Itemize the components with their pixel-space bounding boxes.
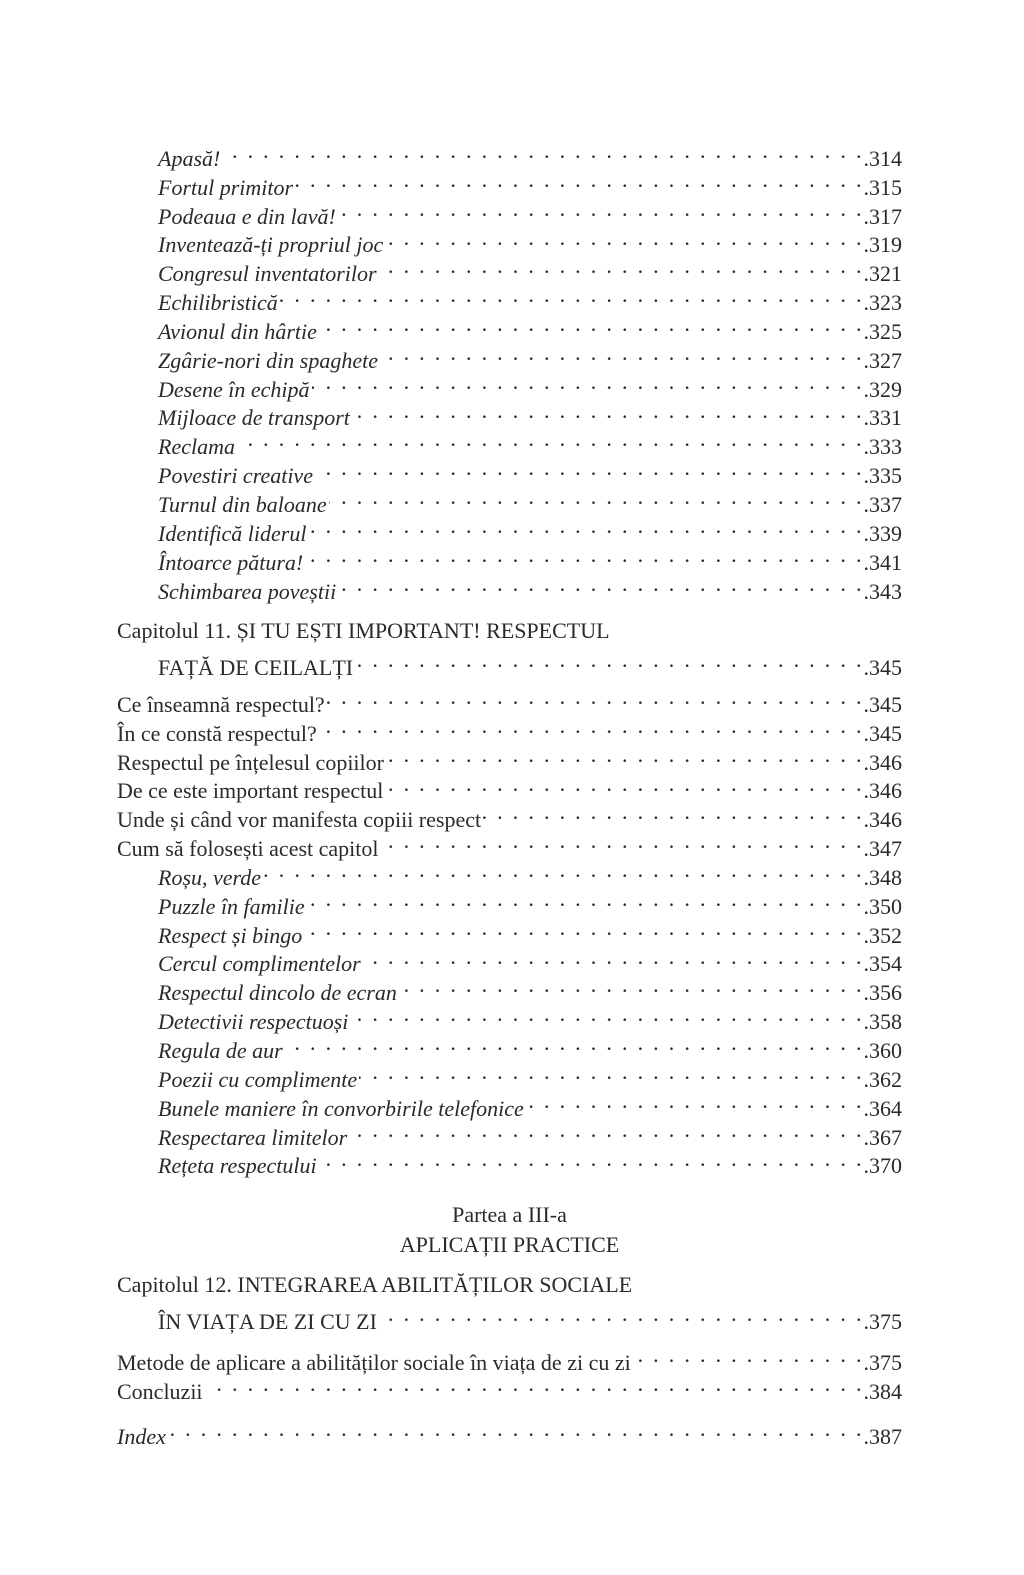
dot-leader [350,1000,861,1029]
entry-title: Congresul inventatorilor [158,261,377,287]
toc-entry[interactable] [117,137,902,171]
page-number: .367 [863,1124,902,1150]
page-number: .327 [863,347,902,373]
page-number: .319 [863,232,902,258]
page-number: .352 [863,922,902,948]
entry-title: Zgârie-nori din spaghete [158,347,378,373]
dot-leader [338,195,862,224]
page-number: .321 [863,261,902,287]
toc-chapter-12-entries [117,1341,902,1404]
page-number: .345 [863,691,902,717]
entry-title: Cercul complimentelor [158,951,361,977]
entry-title: Întoarce pătura! [158,549,304,575]
dot-leader [315,454,862,483]
page-number: .331 [863,405,902,431]
page-number: .345 [863,654,902,680]
entry-title: Povestiri creative [158,463,313,489]
toc-entry[interactable] [117,1370,902,1404]
page-number: .333 [863,434,902,460]
dot-leader [380,339,862,368]
dot-leader [285,1029,862,1058]
dot-leader [280,281,862,310]
page-number: .354 [863,951,902,977]
page-number: .314 [863,145,902,171]
entry-title: Rețeta respectului [158,1153,317,1179]
entry-title: Fortul primitor [158,174,294,200]
entry-title: De ce este important respectul [117,778,384,804]
entry-title: Identifică liderul [158,520,307,546]
dot-leader [381,827,862,856]
dot-leader [355,646,861,675]
dot-leader [319,1145,862,1174]
page-number: .346 [863,778,902,804]
page-number: .315 [863,174,902,200]
page-number: .364 [863,1095,902,1121]
dot-leader [633,1341,862,1370]
dot-leader [385,224,861,253]
part-3-heading [117,1200,902,1260]
dot-leader [526,1087,862,1116]
page-number: .325 [863,318,902,344]
page-number: .339 [863,520,902,546]
toc-entry-index[interactable] [117,1415,902,1449]
entry-title: Cum să folosești acest capitol [117,836,379,862]
entry-title: Desene în echipă [158,376,310,402]
dot-leader [304,914,861,943]
dot-leader [327,683,862,712]
entry-title: Mijloace de transport [158,405,350,431]
toc-entry[interactable] [117,646,902,680]
dot-leader [379,252,862,281]
chapter-12-title-line2: ÎN VIAȚA DE ZI CU ZI [158,1308,377,1334]
entry-title: Podeaua e din lavă! [158,203,336,229]
page-number: .370 [863,1153,902,1179]
entry-title: Respect și bingo [158,922,303,948]
page-number: .341 [863,549,902,575]
page-number: .347 [863,836,902,862]
entry-title: Regula de aur [158,1037,283,1063]
page-number: .356 [863,980,902,1006]
dot-leader [305,541,861,570]
toc-index [117,1415,902,1449]
entry-title: Respectul dincolo de ecran [158,980,397,1006]
dot-leader [205,1370,862,1399]
entry-title: Inventează-ți propriul joc [158,232,384,258]
chapter-11-title-line2: FAȚĂ DE CEILALȚI [158,654,354,680]
dot-leader [168,1415,862,1444]
entry-title: Avionul din hârtie [158,318,317,344]
entry-title: Concluzii [117,1378,203,1404]
page-number: .360 [863,1037,902,1063]
toc-chapter-11-heading [117,617,902,680]
dot-leader [359,1058,861,1087]
toc-entry[interactable] [117,166,902,200]
chapter-11-title-line1: Capitolul 11. ȘI TU EȘTI IMPORTANT! RESPECTUL [117,618,610,643]
dot-leader [329,483,862,512]
entry-title: Index [117,1423,166,1449]
part-3-label: Partea a III-a [452,1202,567,1227]
entry-title: Detectivii respectuoși [158,1009,349,1035]
page-number: .375 [863,1349,902,1375]
dot-leader [308,512,861,541]
entry-title: În ce constă respectul? [117,720,317,746]
dot-leader [295,166,861,195]
page-number: .387 [863,1423,902,1449]
dot-leader [307,885,862,914]
page-number: .337 [863,491,902,517]
page-number: .384 [863,1378,902,1404]
page-number: .329 [863,376,902,402]
toc-entry[interactable] [117,1341,902,1375]
entry-title: Apasă! [158,145,221,171]
toc-activities-chapter-10 [117,137,902,604]
entry-title: Bunele maniere în convorbirile telefonice [158,1095,524,1121]
entry-title: Turnul din baloane [158,491,327,517]
page-number: .346 [863,749,902,775]
page-number: .345 [863,720,902,746]
dot-leader [385,770,861,799]
dot-leader [312,368,862,397]
entry-title: Respectarea limitelor [158,1124,348,1150]
toc-chapter-12-heading [117,1271,902,1334]
dot-leader [237,425,862,454]
toc-entry[interactable] [117,683,902,717]
entry-title: Puzzle în familie [158,893,305,919]
page-number: .375 [863,1308,902,1334]
page-number: .335 [863,463,902,489]
entry-title: Reclama [158,434,235,460]
dot-leader [379,1300,862,1329]
entry-title: Roșu, verde [158,864,262,890]
entry-title: Unde și când vor manifesta copiii respect [117,807,482,833]
part-3-title: APLICAȚII PRACTICE [399,1232,620,1257]
page-number: .350 [863,893,902,919]
dot-leader [319,712,862,741]
entry-title: Echilibristică [158,290,278,316]
dot-leader [349,1116,861,1145]
page-number: .343 [863,578,902,604]
entry-title: Ce înseamnă respectul? [117,691,325,717]
page-number: .348 [863,864,902,890]
page-number: .323 [863,290,902,316]
dot-leader [483,798,861,827]
dot-leader [363,943,862,972]
page-number: .346 [863,807,902,833]
dot-leader [386,741,862,770]
entry-title: Respectul pe înțelesul copiilor [117,749,384,775]
toc-entry[interactable] [117,1300,902,1334]
entry-title: Schimbarea poveștii [158,578,337,604]
page-number: .358 [863,1009,902,1035]
toc-chapter-11-entries [117,683,902,1179]
page-number: .362 [863,1066,902,1092]
entry-title: Metode de aplicare a abilităților sociale în viața de zi cu zi [117,1349,631,1375]
dot-leader [338,570,861,599]
dot-leader [399,971,862,1000]
page-number: .317 [863,203,902,229]
dot-leader [263,856,861,885]
dot-leader [222,137,861,166]
chapter-12-title-line1: Capitolul 12. INTEGRAREA ABILITĂȚILOR SOCIALE [117,1272,633,1297]
dot-leader [352,397,862,426]
entry-title: Poezii cu complimente [158,1066,358,1092]
dot-leader [319,310,862,339]
